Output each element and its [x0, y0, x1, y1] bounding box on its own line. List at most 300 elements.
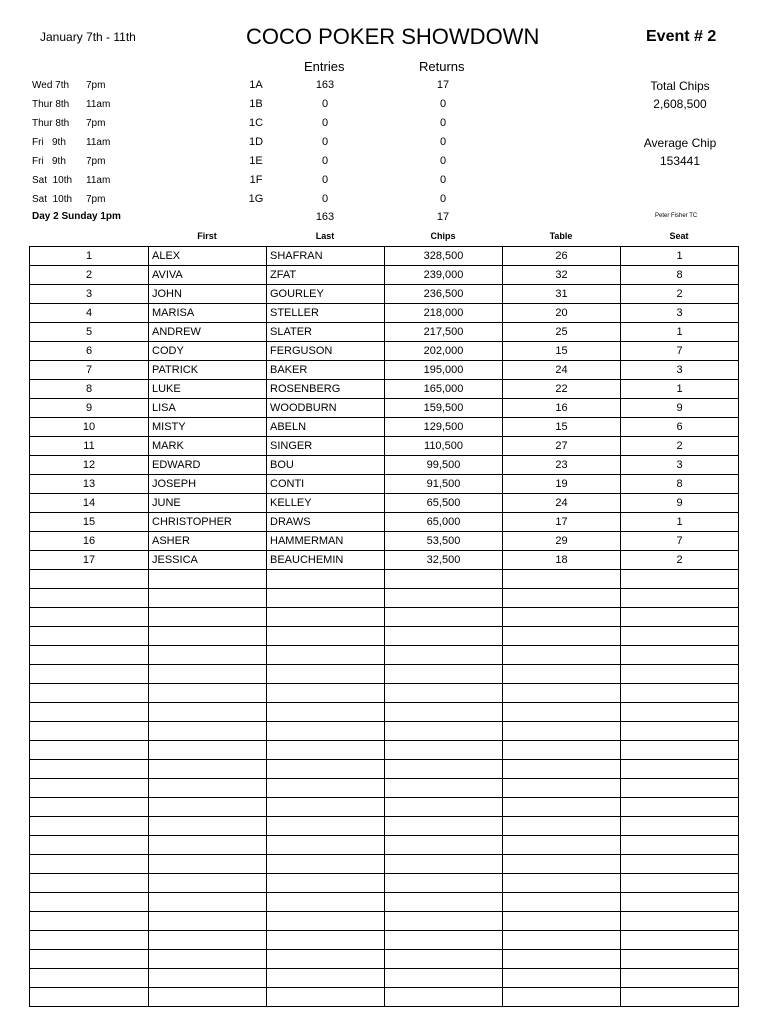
session-returns: 17 [436, 79, 450, 91]
last-name-cell: GOURLEY [267, 285, 385, 304]
chips-cell: 202,000 [385, 342, 503, 361]
rank-cell: 1 [30, 247, 149, 266]
player-row [30, 361, 739, 380]
session-day: Fri 9th [32, 137, 66, 148]
chips-cell: 159,500 [385, 399, 503, 418]
table-number-cell [503, 836, 621, 855]
page-title: COCO POKER SHOWDOWN [246, 24, 540, 49]
session-flight: 1E [249, 155, 263, 167]
column-header-last: Last [315, 231, 335, 241]
last-name-cell [267, 931, 385, 950]
seat-number-cell: 1 [621, 380, 739, 399]
rank-cell [30, 741, 149, 760]
rank-cell: 6 [30, 342, 149, 361]
rank-cell: 14 [30, 494, 149, 513]
seat-number-cell [621, 570, 739, 589]
first-name-cell [149, 646, 267, 665]
first-name-cell: ALEX [149, 247, 267, 266]
empty-row [30, 703, 739, 722]
chips-cell [385, 912, 503, 931]
empty-row [30, 608, 739, 627]
empty-row [30, 836, 739, 855]
chips-cell: 217,500 [385, 323, 503, 342]
empty-row [30, 722, 739, 741]
last-name-cell [267, 760, 385, 779]
rank-cell [30, 608, 149, 627]
last-name-cell [267, 912, 385, 931]
chips-cell: 32,500 [385, 551, 503, 570]
chips-cell [385, 798, 503, 817]
seat-number-cell [621, 836, 739, 855]
table-number-cell: 17 [503, 513, 621, 532]
first-name-cell: CHRISTOPHER [149, 513, 267, 532]
first-name-cell: JUNE [149, 494, 267, 513]
chips-cell [385, 722, 503, 741]
first-name-cell [149, 722, 267, 741]
last-name-cell [267, 608, 385, 627]
table-number-cell [503, 931, 621, 950]
chips-cell: 165,000 [385, 380, 503, 399]
chips-cell [385, 988, 503, 1007]
table-number-cell: 27 [503, 437, 621, 456]
chips-cell: 53,500 [385, 532, 503, 551]
table-number-cell: 18 [503, 551, 621, 570]
empty-row [30, 817, 739, 836]
rank-cell [30, 760, 149, 779]
table-number-cell: 16 [503, 399, 621, 418]
player-row [30, 399, 739, 418]
last-name-cell: STELLER [267, 304, 385, 323]
player-row [30, 551, 739, 570]
seat-number-cell [621, 874, 739, 893]
rank-cell [30, 855, 149, 874]
first-name-cell [149, 893, 267, 912]
seat-number-cell [621, 665, 739, 684]
first-name-cell [149, 931, 267, 950]
table-number-cell: 31 [503, 285, 621, 304]
first-name-cell [149, 988, 267, 1007]
empty-row [30, 570, 739, 589]
session-returns: 0 [439, 155, 447, 167]
empty-row [30, 969, 739, 988]
session-day: Sat 10th [32, 194, 73, 205]
rank-cell: 11 [30, 437, 149, 456]
chips-cell [385, 931, 503, 950]
entries-header: Entries [304, 59, 345, 74]
column-header-first: First [197, 231, 217, 241]
first-name-cell [149, 760, 267, 779]
seat-number-cell [621, 969, 739, 988]
seat-number-cell: 1 [621, 513, 739, 532]
first-name-cell [149, 589, 267, 608]
last-name-cell: BOU [267, 456, 385, 475]
first-name-cell: EDWARD [149, 456, 267, 475]
session-entries: 0 [321, 136, 329, 148]
last-name-cell: DRAWS [267, 513, 385, 532]
total-chips-label: Total Chips [650, 79, 710, 93]
first-name-cell: PATRICK [149, 361, 267, 380]
table-number-cell [503, 969, 621, 988]
last-name-cell [267, 646, 385, 665]
table-number-cell [503, 912, 621, 931]
empty-row [30, 798, 739, 817]
chip-count-table [29, 246, 739, 1007]
last-name-cell [267, 684, 385, 703]
session-entries: 0 [321, 117, 329, 129]
table-number-cell: 25 [503, 323, 621, 342]
player-row [30, 342, 739, 361]
seat-number-cell: 2 [621, 285, 739, 304]
session-returns: 0 [439, 174, 447, 186]
player-row [30, 418, 739, 437]
last-name-cell: ZFAT [267, 266, 385, 285]
seat-number-cell: 3 [621, 456, 739, 475]
last-name-cell [267, 722, 385, 741]
seat-number-cell [621, 855, 739, 874]
column-header-seat: Seat [669, 231, 689, 241]
chips-cell: 328,500 [385, 247, 503, 266]
chips-cell [385, 874, 503, 893]
table-number-cell [503, 627, 621, 646]
chips-cell [385, 589, 503, 608]
chips-cell [385, 665, 503, 684]
first-name-cell: LISA [149, 399, 267, 418]
table-number-cell [503, 893, 621, 912]
seat-number-cell [621, 703, 739, 722]
signature: Peter Fisher TC [655, 213, 698, 219]
rank-cell: 3 [30, 285, 149, 304]
rank-cell [30, 912, 149, 931]
session-returns: 0 [439, 193, 447, 205]
last-name-cell [267, 627, 385, 646]
rank-cell [30, 779, 149, 798]
column-header-table: Table [549, 231, 573, 241]
returns-header: Returns [419, 59, 465, 74]
session-day: Fri 9th [32, 156, 66, 167]
first-name-cell [149, 570, 267, 589]
rank-cell: 12 [30, 456, 149, 475]
seat-number-cell: 7 [621, 342, 739, 361]
seat-number-cell [621, 931, 739, 950]
empty-row [30, 950, 739, 969]
rank-cell [30, 798, 149, 817]
session-day: Wed 7th [32, 80, 70, 91]
chips-cell [385, 684, 503, 703]
table-number-cell: 15 [503, 342, 621, 361]
last-name-cell [267, 665, 385, 684]
session-day: Thur 8th [32, 99, 70, 110]
last-name-cell [267, 836, 385, 855]
session-entries: 163 [315, 79, 335, 91]
empty-row [30, 760, 739, 779]
rank-cell [30, 627, 149, 646]
chips-cell [385, 855, 503, 874]
chips-cell: 236,500 [385, 285, 503, 304]
seat-number-cell [621, 798, 739, 817]
empty-row [30, 627, 739, 646]
table-number-cell [503, 798, 621, 817]
session-returns: 0 [439, 98, 447, 110]
last-name-cell [267, 855, 385, 874]
rank-cell: 7 [30, 361, 149, 380]
table-number-cell [503, 722, 621, 741]
session-flight: 1G [248, 193, 264, 205]
table-number-cell [503, 817, 621, 836]
table-number-cell [503, 684, 621, 703]
first-name-cell: JOHN [149, 285, 267, 304]
rank-cell: 8 [30, 380, 149, 399]
last-name-cell [267, 741, 385, 760]
rank-cell [30, 646, 149, 665]
seat-number-cell: 2 [621, 551, 739, 570]
last-name-cell: BEAUCHEMIN [267, 551, 385, 570]
last-name-cell: BAKER [267, 361, 385, 380]
session-time: 7pm [86, 194, 106, 205]
seat-number-cell [621, 608, 739, 627]
chips-cell [385, 741, 503, 760]
last-name-cell: ABELN [267, 418, 385, 437]
empty-row [30, 912, 739, 931]
session-time: 7pm [86, 118, 106, 129]
session-time: 7pm [86, 156, 106, 167]
seat-number-cell [621, 589, 739, 608]
last-name-cell [267, 969, 385, 988]
table-number-cell [503, 988, 621, 1007]
player-row [30, 494, 739, 513]
chips-cell [385, 646, 503, 665]
first-name-cell: AVIVA [149, 266, 267, 285]
chips-cell: 91,500 [385, 475, 503, 494]
rank-cell [30, 817, 149, 836]
chips-cell [385, 836, 503, 855]
table-number-cell [503, 779, 621, 798]
chips-cell: 239,000 [385, 266, 503, 285]
session-entries: 0 [321, 174, 329, 186]
day2-label: Day 2 Sunday 1pm [32, 211, 121, 222]
seat-number-cell [621, 817, 739, 836]
empty-row [30, 931, 739, 950]
seat-number-cell [621, 722, 739, 741]
event-number: Event # 2 [646, 28, 717, 45]
chips-cell: 65,000 [385, 513, 503, 532]
first-name-cell: CODY [149, 342, 267, 361]
session-flight: 1A [249, 79, 263, 91]
chips-cell [385, 817, 503, 836]
returns-total: 17 [436, 211, 450, 223]
rank-cell [30, 874, 149, 893]
session-entries: 0 [321, 98, 329, 110]
player-row [30, 437, 739, 456]
session-time: 11am [86, 99, 111, 110]
table-number-cell: 19 [503, 475, 621, 494]
first-name-cell: JESSICA [149, 551, 267, 570]
empty-row [30, 665, 739, 684]
player-row [30, 285, 739, 304]
seat-number-cell: 8 [621, 475, 739, 494]
empty-row [30, 779, 739, 798]
last-name-cell [267, 703, 385, 722]
rank-cell: 9 [30, 399, 149, 418]
table-number-cell [503, 646, 621, 665]
seat-number-cell: 1 [621, 247, 739, 266]
seat-number-cell [621, 760, 739, 779]
session-flight: 1F [249, 174, 263, 186]
last-name-cell: WOODBURN [267, 399, 385, 418]
first-name-cell [149, 836, 267, 855]
session-returns: 0 [439, 117, 447, 129]
last-name-cell: SLATER [267, 323, 385, 342]
first-name-cell: ANDREW [149, 323, 267, 342]
first-name-cell [149, 855, 267, 874]
rank-cell [30, 969, 149, 988]
session-time: 7pm [86, 80, 106, 91]
first-name-cell [149, 703, 267, 722]
empty-row [30, 988, 739, 1007]
rank-cell [30, 570, 149, 589]
seat-number-cell: 6 [621, 418, 739, 437]
chips-cell: 110,500 [385, 437, 503, 456]
chips-cell [385, 627, 503, 646]
seat-number-cell: 2 [621, 437, 739, 456]
empty-row [30, 874, 739, 893]
last-name-cell: ROSENBERG [267, 380, 385, 399]
chips-cell [385, 608, 503, 627]
rank-cell: 13 [30, 475, 149, 494]
session-flight: 1B [249, 98, 263, 110]
seat-number-cell: 3 [621, 361, 739, 380]
player-row [30, 304, 739, 323]
rank-cell [30, 722, 149, 741]
empty-row [30, 855, 739, 874]
player-row [30, 266, 739, 285]
seat-number-cell [621, 912, 739, 931]
rank-cell [30, 950, 149, 969]
seat-number-cell: 9 [621, 494, 739, 513]
last-name-cell [267, 798, 385, 817]
first-name-cell: MISTY [149, 418, 267, 437]
chips-cell: 195,000 [385, 361, 503, 380]
first-name-cell [149, 969, 267, 988]
rank-cell: 4 [30, 304, 149, 323]
last-name-cell [267, 874, 385, 893]
last-name-cell: KELLEY [267, 494, 385, 513]
chips-cell [385, 969, 503, 988]
table-number-cell [503, 760, 621, 779]
chips-cell: 218,000 [385, 304, 503, 323]
last-name-cell [267, 779, 385, 798]
table-number-cell [503, 874, 621, 893]
last-name-cell [267, 950, 385, 969]
seat-number-cell: 1 [621, 323, 739, 342]
rank-cell: 15 [30, 513, 149, 532]
last-name-cell: SHAFRAN [267, 247, 385, 266]
first-name-cell: MARISA [149, 304, 267, 323]
rank-cell [30, 893, 149, 912]
column-header-chips: Chips [430, 231, 456, 241]
table-number-cell [503, 950, 621, 969]
seat-number-cell [621, 779, 739, 798]
last-name-cell [267, 589, 385, 608]
first-name-cell [149, 627, 267, 646]
empty-row [30, 589, 739, 608]
chips-cell [385, 779, 503, 798]
seat-number-cell [621, 950, 739, 969]
table-number-cell [503, 855, 621, 874]
last-name-cell: CONTI [267, 475, 385, 494]
session-time: 11am [86, 137, 111, 148]
last-name-cell [267, 893, 385, 912]
table-number-cell [503, 570, 621, 589]
table-number-cell [503, 608, 621, 627]
seat-number-cell [621, 627, 739, 646]
first-name-cell: JOSEPH [149, 475, 267, 494]
first-name-cell [149, 741, 267, 760]
table-number-cell [503, 703, 621, 722]
table-number-cell: 24 [503, 361, 621, 380]
last-name-cell: HAMMERMAN [267, 532, 385, 551]
session-flight: 1D [248, 136, 264, 148]
last-name-cell: FERGUSON [267, 342, 385, 361]
seat-number-cell [621, 646, 739, 665]
player-row [30, 456, 739, 475]
rank-cell [30, 988, 149, 1007]
seat-number-cell: 9 [621, 399, 739, 418]
table-number-cell: 32 [503, 266, 621, 285]
table-number-cell: 23 [503, 456, 621, 475]
player-row [30, 380, 739, 399]
rank-cell [30, 703, 149, 722]
session-flight: 1C [248, 117, 264, 129]
table-number-cell [503, 589, 621, 608]
rank-cell: 10 [30, 418, 149, 437]
rank-cell [30, 665, 149, 684]
rank-cell: 5 [30, 323, 149, 342]
chips-cell [385, 703, 503, 722]
chips-cell: 65,500 [385, 494, 503, 513]
chips-cell: 99,500 [385, 456, 503, 475]
last-name-cell [267, 817, 385, 836]
table-number-cell: 15 [503, 418, 621, 437]
session-returns: 0 [439, 136, 447, 148]
first-name-cell [149, 874, 267, 893]
seat-number-cell [621, 741, 739, 760]
seat-number-cell: 3 [621, 304, 739, 323]
seat-number-cell: 7 [621, 532, 739, 551]
first-name-cell [149, 779, 267, 798]
entries-total: 163 [315, 211, 335, 223]
seat-number-cell: 8 [621, 266, 739, 285]
empty-row [30, 684, 739, 703]
chips-cell [385, 760, 503, 779]
table-number-cell [503, 665, 621, 684]
chips-cell [385, 950, 503, 969]
empty-row [30, 893, 739, 912]
first-name-cell [149, 950, 267, 969]
table-number-cell: 22 [503, 380, 621, 399]
table-number-cell: 24 [503, 494, 621, 513]
empty-row [30, 646, 739, 665]
average-chip-label: Average Chip [643, 136, 717, 150]
event-dates: January 7th - 11th [40, 30, 136, 44]
session-day: Sat 10th [32, 175, 73, 186]
first-name-cell [149, 608, 267, 627]
first-name-cell [149, 684, 267, 703]
rank-cell: 17 [30, 551, 149, 570]
player-row [30, 532, 739, 551]
first-name-cell [149, 912, 267, 931]
rank-cell [30, 836, 149, 855]
table-number-cell: 20 [503, 304, 621, 323]
